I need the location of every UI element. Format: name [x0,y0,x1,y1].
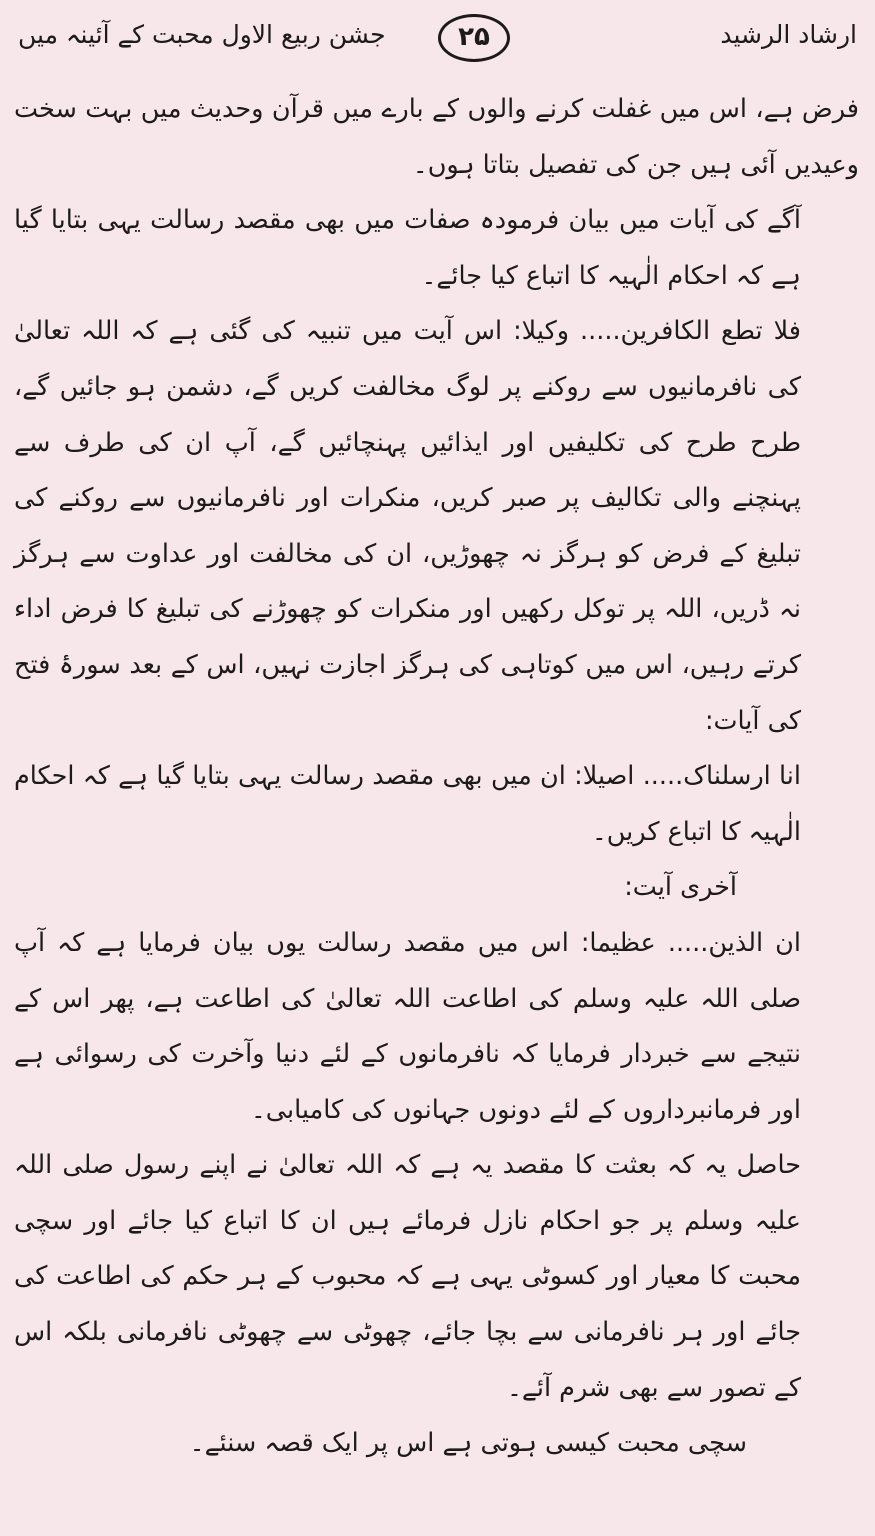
paragraph: آخری آیت: [624,872,737,903]
paragraph: حاصل یہ کہ بعثت کا مقصد یہ ہے کہ اللہ تعالیٰ نے اپنے رسول صلی اللہ علیہ وسلم پر جو احکام نازل فرمائے ہیں ان کا اتباع کیا جائے اور سچی محبت کا معیار اور کسوٹی یہی ہے کہ محبوب کے ہر حکم کی اطاعت کی جائے اور ہر نافرمانی سے بچا جائے، چھوٹی سے چھوٹی نافرمانی بلکہ اس کے تصور سے بھی شرم آئے۔ [14,1150,801,1403]
page-body [14,82,859,1472]
paragraph: انا ارسلناک..... اصیلا: ان میں بھی مقصد رسالت یہی بتایا گیا ہے کہ احکام الٰہیہ کا اتباع کریں۔ [14,761,801,847]
paragraph: ان الذین..... عظیما: اس میں مقصد رسالت یوں بیان فرمایا ہے کہ آپ صلی اللہ علیہ وسلم کی اطاعت اللہ تعالیٰ کی اطاعت ہے، پھر اس کے نتیجے سے خبردار فرمایا کہ نافرمانوں کے لئے دنیا وآخرت کی رسوائی ہے اور فرمانبرداروں کے لئے دونوں جہانوں کی کامیابی۔ [14,927,801,1125]
page-number-badge: ۲۵ [438,14,510,62]
paragraph: فرض ہے، اس میں غفلت کرنے والوں کے بارے میں قرآن وحدیث میں بہت سخت وعیدیں آئی ہیں جن کی تفصیل بتاتا ہوں۔ [14,94,859,180]
paragraph: آگے کی آیات میں بیان فرمودہ صفات میں بھی مقصد رسالت یہی بتایا گیا ہے کہ احکام الٰہیہ کا اتباع کیا جائے۔ [14,205,801,291]
page-header [14,0,859,82]
paragraph: فلا تطع الکافرین..... وکیلا: اس آیت میں تنبیہ کی گئی ہے کہ اللہ تعالیٰ کی نافرمانیوں سے روکنے پر لوگ مخالفت کریں گے، دشمن ہو جائیں گے، طرح طرح کی تکلیفیں اور ایذائیں پہنچائیں گے، آپ ان کی طرف سے پہنچنے والی تکالیف پر صبر کریں، منکرات اور نافرمانیوں سے روکنے کی تبلیغ کے فرض کو ہرگز نہ چھوڑیں، ان کی مخالفت اور عداوت سے ہرگز نہ ڈریں، اللہ پر توکل رکھیں اور منکرات کو چھوڑنے کی تبلیغ کا فرض اداء کرتے رہیں، اس میں کوتاہی کی ہرگز اجازت نہیں، اس کے بعد سورۂ فتح کی آیات: [14,316,801,736]
book-title: ارشاد الرشید [720,20,857,49]
chapter-title: جشن ربیع الاول محبت کے آئینہ میں [18,20,386,49]
paragraph: سچی محبت کیسی ہوتی ہے اس پر ایک قصہ سنئے۔ [189,1428,747,1459]
